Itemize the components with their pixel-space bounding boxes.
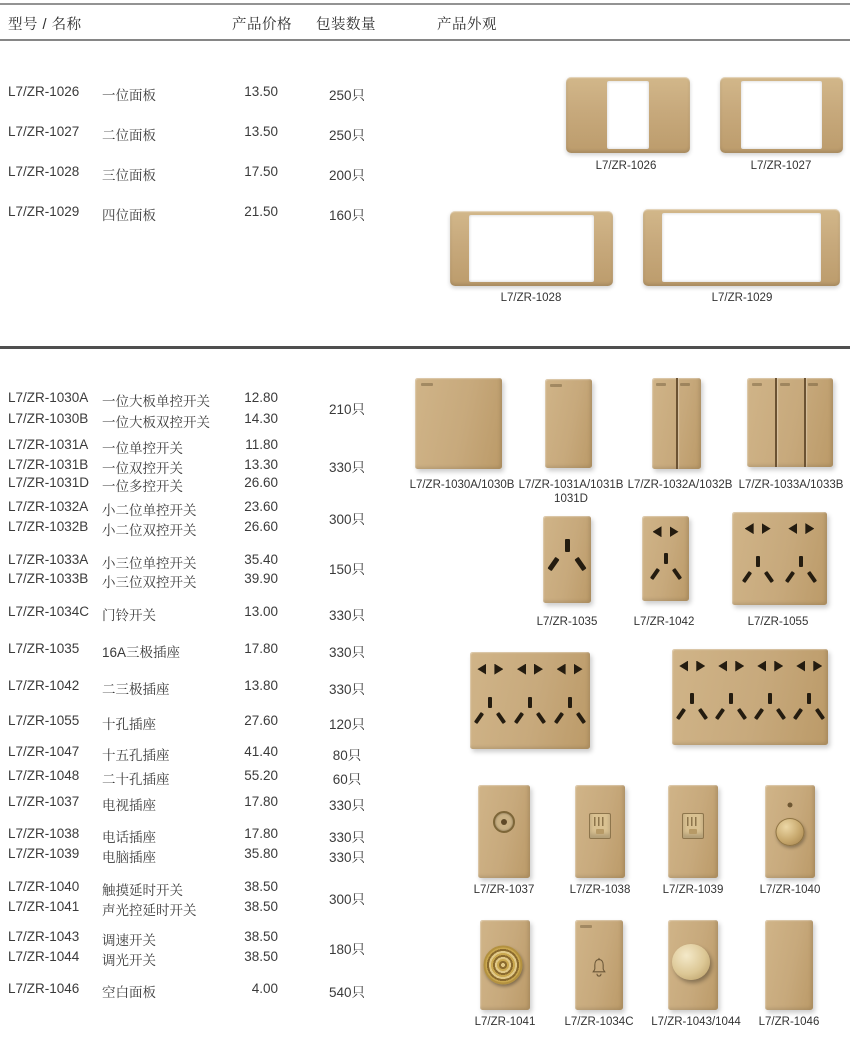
product-image-1047 — [470, 652, 590, 749]
pin-slot — [793, 708, 803, 720]
name-cell: 电脑插座 — [102, 850, 156, 865]
table-row — [0, 204, 400, 222]
two-pin-holes — [477, 664, 503, 675]
price-cell: 12.80 — [244, 390, 278, 405]
pin-slot — [774, 661, 783, 672]
name-cell: 小二位单控开关 — [102, 503, 197, 518]
pin-slot — [565, 539, 570, 552]
product-caption: L7/ZR-1026 — [595, 160, 657, 172]
model-cell: L7/ZR-1034C — [8, 604, 90, 619]
pin-slot — [514, 712, 524, 724]
brand-mark — [780, 383, 790, 386]
product-image-1027 — [720, 77, 843, 153]
pin-slot — [671, 568, 681, 580]
model-cell: L7/ZR-1030A — [8, 390, 89, 405]
qty-cell: 540只 — [328, 985, 366, 1000]
mounting-clip — [699, 400, 708, 447]
product-caption: L7/ZR-1030A/1030B — [409, 479, 515, 491]
name-cell: 电话插座 — [102, 830, 156, 845]
price-cell: 13.50 — [244, 84, 278, 99]
name-cell: 三位面板 — [102, 168, 156, 183]
name-cell: 16A三极插座 — [102, 645, 181, 660]
product-caption: L7/ZR-1032A/1032B — [627, 479, 733, 491]
price-cell: 39.90 — [244, 571, 278, 586]
model-cell: L7/ZR-1044 — [8, 949, 80, 964]
product-image-1039 — [668, 785, 718, 878]
name-cell: 一位双控开关 — [102, 461, 183, 476]
pin-slot — [813, 661, 822, 672]
model-cell: L7/ZR-1031A — [8, 437, 89, 452]
product-caption: L7/ZR-1042 — [633, 616, 695, 628]
product-image-1031 — [545, 379, 592, 468]
price-cell: 38.50 — [244, 929, 278, 944]
three-pin-holes — [651, 553, 681, 583]
product-image-1033 — [747, 378, 833, 467]
column-header-model-name: 型号 / 名称 — [8, 17, 82, 33]
product-caption: L7/ZR-1039 — [662, 884, 724, 896]
name-cell: 四位面板 — [102, 208, 156, 223]
panel-opening — [741, 81, 822, 149]
product-image-1029 — [643, 209, 840, 286]
model-cell: L7/ZR-1040 — [8, 879, 80, 894]
name-cell: 二十孔插座 — [102, 772, 170, 787]
price-cell: 17.80 — [244, 826, 278, 841]
product-caption: L7/ZR-1037 — [473, 884, 535, 896]
two-pin-holes — [653, 526, 679, 537]
product-caption: L7/ZR-1029 — [711, 292, 773, 304]
qty-cell: 300只 — [328, 512, 366, 527]
product-image-1040 — [765, 785, 815, 878]
pin-slot — [754, 708, 764, 720]
price-cell: 17.80 — [244, 641, 278, 656]
pin-slot — [757, 661, 766, 672]
indicator-led — [788, 803, 793, 808]
product-caption: L7/ZR-1046 — [758, 1016, 820, 1028]
pin-slot — [776, 708, 786, 720]
product-caption: L7/ZR-1028 — [500, 292, 562, 304]
brand-mark — [421, 383, 433, 386]
three-pin-holes — [786, 556, 816, 586]
name-cell: 小三位单控开关 — [102, 556, 197, 571]
three-pin-holes — [677, 693, 707, 723]
three-pin-holes — [555, 697, 585, 727]
pin-slot — [488, 697, 492, 708]
brand-mark — [680, 383, 690, 386]
gang-divider — [804, 378, 806, 467]
name-cell: 十孔插座 — [102, 717, 156, 732]
product-image-1041 — [480, 920, 530, 1010]
mounting-clip — [623, 807, 632, 855]
price-cell: 21.50 — [244, 204, 278, 219]
pin-slot — [698, 708, 708, 720]
pin-slot — [745, 523, 754, 534]
qty-cell: 80只 — [332, 748, 362, 763]
model-cell: L7/ZR-1046 — [8, 981, 80, 996]
model-cell: L7/ZR-1032A — [8, 499, 89, 514]
mounting-clip — [687, 536, 696, 580]
pin-slot — [676, 708, 686, 720]
three-pin-holes — [755, 693, 785, 723]
product-caption: L7/ZR-1027 — [750, 160, 812, 172]
pin-slot — [517, 664, 526, 675]
qty-cell: 120只 — [328, 717, 366, 732]
mounting-clip — [500, 400, 509, 447]
name-cell: 电视插座 — [102, 798, 156, 813]
panel-opening — [469, 215, 594, 282]
model-cell: L7/ZR-1055 — [8, 713, 80, 728]
pin-slot — [796, 661, 805, 672]
pin-slot — [547, 556, 559, 570]
name-cell: 调光开关 — [102, 953, 156, 968]
two-pin-holes — [517, 664, 543, 675]
pin-slot — [762, 523, 771, 534]
three-pin-holes — [549, 539, 585, 573]
sound-sensor-grille — [484, 946, 523, 985]
gang-divider — [676, 378, 678, 469]
three-pin-holes — [794, 693, 824, 723]
mounting-clip — [813, 807, 822, 855]
model-cell: L7/ZR-1035 — [8, 641, 80, 656]
pin-slot — [528, 697, 532, 708]
pin-slot — [494, 664, 503, 675]
product-image-1046 — [765, 920, 813, 1010]
price-cell: 13.80 — [244, 678, 278, 693]
gang-divider — [775, 378, 777, 467]
qty-cell: 330只 — [328, 645, 366, 660]
two-pin-holes — [757, 661, 783, 672]
model-cell: L7/ZR-1031D — [8, 475, 90, 490]
pin-slot — [718, 661, 727, 672]
pin-slot — [670, 526, 679, 537]
name-cell: 小二位双控开关 — [102, 523, 197, 538]
name-cell: 一位大板单控开关 — [102, 394, 210, 409]
price-cell: 38.50 — [244, 949, 278, 964]
product-caption: 1031D — [554, 493, 588, 505]
column-header-quantity: 包装数量 — [316, 17, 376, 33]
price-cell: 38.50 — [244, 879, 278, 894]
three-pin-holes — [475, 697, 505, 727]
mounting-clip — [528, 807, 537, 855]
pin-slot — [568, 697, 572, 708]
pin-slot — [496, 712, 506, 724]
header-top-rule — [0, 3, 850, 5]
qty-cell: 330只 — [328, 830, 366, 845]
pin-slot — [653, 526, 662, 537]
mounting-clip — [825, 531, 837, 585]
pin-slot — [729, 693, 733, 704]
product-caption: L7/ZR-1055 — [747, 616, 809, 628]
price-cell: 17.80 — [244, 794, 278, 809]
price-cell: 41.40 — [244, 744, 278, 759]
name-cell: 一位大板双控开关 — [102, 415, 210, 430]
price-cell: 23.60 — [244, 499, 278, 514]
pin-slot — [574, 556, 586, 570]
product-caption: L7/ZR-1038 — [569, 884, 631, 896]
pin-slot — [737, 708, 747, 720]
model-cell: L7/ZR-1029 — [8, 204, 80, 219]
three-pin-holes — [743, 556, 773, 586]
price-cell: 13.30 — [244, 457, 278, 472]
pin-slot — [534, 664, 543, 675]
pin-slot — [574, 664, 583, 675]
qty-cell: 330只 — [328, 850, 366, 865]
model-cell: L7/ZR-1042 — [8, 678, 80, 693]
mounting-clip — [831, 399, 840, 445]
pin-slot — [664, 553, 668, 564]
product-image-1028 — [450, 211, 613, 286]
coax-connector — [493, 811, 515, 833]
pin-slot — [807, 571, 817, 583]
mounting-clip — [590, 400, 599, 446]
model-cell: L7/ZR-1030B — [8, 411, 89, 426]
table-row — [0, 164, 400, 182]
price-cell: 35.80 — [244, 846, 278, 861]
pin-slot — [696, 661, 705, 672]
price-cell: 55.20 — [244, 768, 278, 783]
price-cell: 26.60 — [244, 519, 278, 534]
section-divider-rule — [0, 346, 850, 349]
table-row — [0, 84, 400, 102]
pin-slot — [554, 712, 564, 724]
qty-cell: 160只 — [328, 208, 366, 223]
model-cell: L7/ZR-1032B — [8, 519, 89, 534]
product-caption: L7/ZR-1033A/1033B — [738, 479, 844, 491]
price-cell: 4.00 — [251, 981, 278, 996]
two-pin-holes — [788, 523, 814, 534]
product-image-1038 — [575, 785, 625, 878]
price-cell: 11.80 — [245, 437, 278, 452]
product-caption: L7/ZR-1040 — [759, 884, 821, 896]
product-image-1035 — [543, 516, 591, 603]
qty-cell: 300只 — [328, 892, 366, 907]
two-pin-holes — [718, 661, 744, 672]
table-row — [0, 437, 400, 455]
pin-slot — [764, 571, 774, 583]
header-bottom-rule — [0, 39, 850, 41]
pin-slot — [690, 693, 694, 704]
price-cell: 38.50 — [244, 899, 278, 914]
two-pin-holes — [557, 664, 583, 675]
pin-slot — [715, 708, 725, 720]
pin-slot — [805, 523, 814, 534]
price-cell: 35.40 — [244, 552, 278, 567]
mounting-clip — [589, 537, 598, 582]
mounting-clip — [826, 668, 838, 724]
product-caption: L7/ZR-1031A/1031B — [518, 479, 624, 491]
model-cell: L7/ZR-1033A — [8, 552, 89, 567]
product-image-1055 — [732, 512, 827, 605]
pin-slot — [756, 556, 760, 567]
qty-cell: 150只 — [328, 562, 366, 577]
model-cell: L7/ZR-1038 — [8, 826, 80, 841]
touch-button — [776, 818, 805, 846]
brand-mark — [580, 925, 592, 928]
model-cell: L7/ZR-1028 — [8, 164, 80, 179]
name-cell: 声光控延时开关 — [102, 903, 197, 918]
pin-slot — [735, 661, 744, 672]
product-caption: L7/ZR-1041 — [474, 1016, 536, 1028]
pin-slot — [576, 712, 586, 724]
table-row — [0, 475, 400, 493]
pin-slot — [536, 712, 546, 724]
pin-slot — [477, 664, 486, 675]
name-cell: 门铃开关 — [102, 608, 156, 623]
product-caption: L7/ZR-1034C — [564, 1016, 634, 1028]
product-image-1048 — [672, 649, 828, 745]
qty-cell: 330只 — [328, 608, 366, 623]
pin-slot — [557, 664, 566, 675]
qty-cell: 330只 — [328, 798, 366, 813]
model-cell: L7/ZR-1033B — [8, 571, 89, 586]
name-cell: 调速开关 — [102, 933, 156, 948]
two-pin-holes — [796, 661, 822, 672]
price-cell: 26.60 — [244, 475, 278, 490]
qty-cell: 210只 — [328, 402, 366, 417]
pin-slot — [768, 693, 772, 704]
pin-slot — [788, 523, 797, 534]
two-pin-holes — [679, 661, 705, 672]
product-image-1032 — [652, 378, 701, 469]
product-image-1043-1044 — [668, 920, 718, 1010]
qty-cell: 330只 — [328, 460, 366, 475]
pin-slot — [815, 708, 825, 720]
name-cell: 空白面板 — [102, 985, 156, 1000]
pin-slot — [799, 556, 803, 567]
jack-contacts — [594, 817, 606, 826]
brand-mark — [808, 383, 818, 386]
price-cell: 27.60 — [244, 713, 278, 728]
model-cell: L7/ZR-1043 — [8, 929, 80, 944]
brand-mark — [550, 384, 562, 387]
pin-slot — [807, 693, 811, 704]
column-header-price: 产品价格 — [232, 17, 292, 33]
price-cell: 13.50 — [244, 124, 278, 139]
qty-cell: 200只 — [328, 168, 366, 183]
product-caption: L7/ZR-1043/1044 — [651, 1016, 741, 1028]
coax-pin — [501, 819, 507, 825]
brand-mark — [752, 383, 762, 386]
pin-slot — [474, 712, 484, 724]
product-image-1034c — [575, 920, 623, 1010]
mounting-clip — [588, 671, 600, 727]
price-cell: 17.50 — [244, 164, 278, 179]
product-image-1026 — [566, 77, 690, 153]
model-cell: L7/ZR-1048 — [8, 768, 80, 783]
jack-step — [689, 829, 697, 834]
mounting-clip — [716, 807, 725, 855]
name-cell: 二三极插座 — [102, 682, 170, 697]
model-cell: L7/ZR-1026 — [8, 84, 80, 99]
panel-opening — [607, 81, 649, 149]
pin-slot — [679, 661, 688, 672]
name-cell: 十五孔插座 — [102, 748, 170, 763]
qty-cell: 250只 — [328, 128, 366, 143]
model-cell: L7/ZR-1037 — [8, 794, 80, 809]
qty-cell: 250只 — [328, 88, 366, 103]
brand-mark — [656, 383, 666, 386]
name-cell: 触摸延时开关 — [102, 883, 183, 898]
model-cell: L7/ZR-1039 — [8, 846, 80, 861]
model-cell: L7/ZR-1047 — [8, 744, 80, 759]
table-row — [0, 124, 400, 142]
jack-step — [596, 829, 604, 834]
name-cell: 一位单控开关 — [102, 441, 183, 456]
name-cell: 小三位双控开关 — [102, 575, 197, 590]
pin-slot — [649, 568, 659, 580]
qty-cell: 60只 — [332, 772, 362, 787]
product-image-1042 — [642, 516, 689, 601]
name-cell: 二位面板 — [102, 128, 156, 143]
pin-slot — [742, 571, 752, 583]
column-header-appearance: 产品外观 — [437, 17, 497, 33]
pin-slot — [785, 571, 795, 583]
price-cell: 13.00 — [244, 604, 278, 619]
mounting-clip — [528, 942, 537, 989]
dimmer-knob — [672, 944, 710, 980]
model-cell: L7/ZR-1031B — [8, 457, 89, 472]
name-cell: 一位多控开关 — [102, 479, 183, 494]
mounting-clip — [716, 942, 725, 989]
ethernet-jack — [682, 813, 704, 839]
price-cell: 14.30 — [244, 411, 278, 426]
jack-contacts — [687, 817, 699, 826]
name-cell: 一位面板 — [102, 88, 156, 103]
product-image-1030 — [415, 378, 502, 469]
mounting-clip — [621, 942, 630, 989]
panel-opening — [662, 213, 821, 282]
product-image-1037 — [478, 785, 530, 878]
model-cell: L7/ZR-1027 — [8, 124, 80, 139]
three-pin-holes — [515, 697, 545, 727]
doorbell-icon — [589, 956, 609, 984]
qty-cell: 180只 — [328, 942, 366, 957]
two-pin-holes — [745, 523, 771, 534]
product-caption: L7/ZR-1035 — [536, 616, 598, 628]
qty-cell: 330只 — [328, 682, 366, 697]
phone-jack — [589, 813, 611, 839]
model-cell: L7/ZR-1041 — [8, 899, 80, 914]
three-pin-holes — [716, 693, 746, 723]
